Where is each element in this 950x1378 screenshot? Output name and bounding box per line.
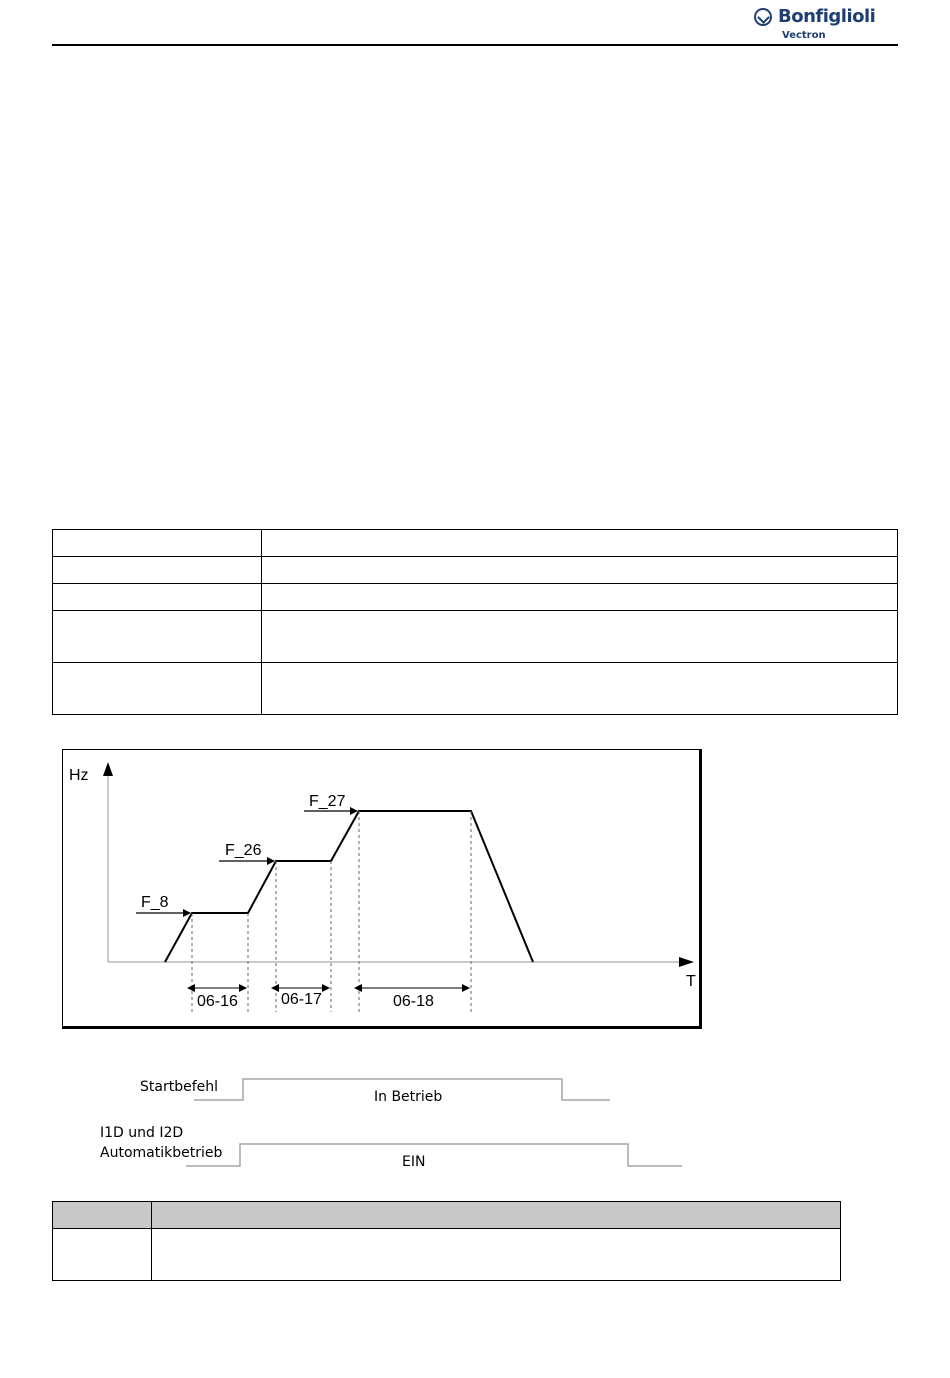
table-row: [53, 663, 898, 715]
table-cell: [152, 1229, 841, 1281]
signal2-label-line2: Automatikbetrieb: [100, 1145, 223, 1161]
table-header-row: [53, 1202, 841, 1229]
table-cell: [262, 663, 898, 715]
frequency-profile-svg: [63, 750, 700, 1027]
table-row: [53, 530, 898, 557]
table-cell: [53, 611, 262, 663]
signal2-label-line1: I1D und I2D: [100, 1125, 184, 1141]
table-cell: [53, 557, 262, 584]
table-cell: [262, 611, 898, 663]
table-cell: [262, 584, 898, 611]
table-row: [53, 611, 898, 663]
table-cell: [53, 584, 262, 611]
signal1-waveform: [194, 1079, 610, 1100]
signal1-state: In Betrieb: [374, 1089, 443, 1105]
logo-sub-brand: Vectron: [782, 30, 826, 41]
y-axis-label: Hz: [69, 767, 89, 784]
x-axis-arrow: [679, 957, 694, 967]
table-row: [53, 557, 898, 584]
table-header-cell: [53, 1202, 152, 1229]
interval-label: 06-18: [393, 993, 434, 1010]
bonfiglioli-logo-icon: [754, 8, 772, 26]
table-cell: [53, 663, 262, 715]
signal2-waveform: [186, 1144, 682, 1166]
x-axis-label: T: [686, 973, 696, 990]
table-cell: [53, 530, 262, 557]
table-row: [53, 1229, 841, 1281]
table-cell: [262, 530, 898, 557]
setpoint-label: F_27: [309, 793, 346, 810]
setpoint-label: F_8: [141, 894, 169, 911]
description-table: [52, 1201, 841, 1281]
frequency-curve: [165, 811, 533, 962]
table-header-cell: [152, 1202, 841, 1229]
company-logo: [752, 6, 892, 46]
signal1-label: Startbefehl: [140, 1079, 219, 1095]
parameter-table: [52, 529, 898, 715]
header-rule: [52, 44, 898, 46]
signal2-state: EIN: [402, 1154, 426, 1170]
interval-label: 06-16: [197, 993, 238, 1010]
table-cell: [262, 557, 898, 584]
table-row: [53, 584, 898, 611]
y-axis-arrow: [103, 762, 113, 776]
interval-label: 06-17: [281, 991, 322, 1008]
frequency-profile-figure: [62, 749, 702, 1029]
logo-brand: Bonfiglioli: [778, 6, 876, 27]
table-cell: [53, 1229, 152, 1281]
setpoint-label: F_26: [225, 842, 262, 859]
